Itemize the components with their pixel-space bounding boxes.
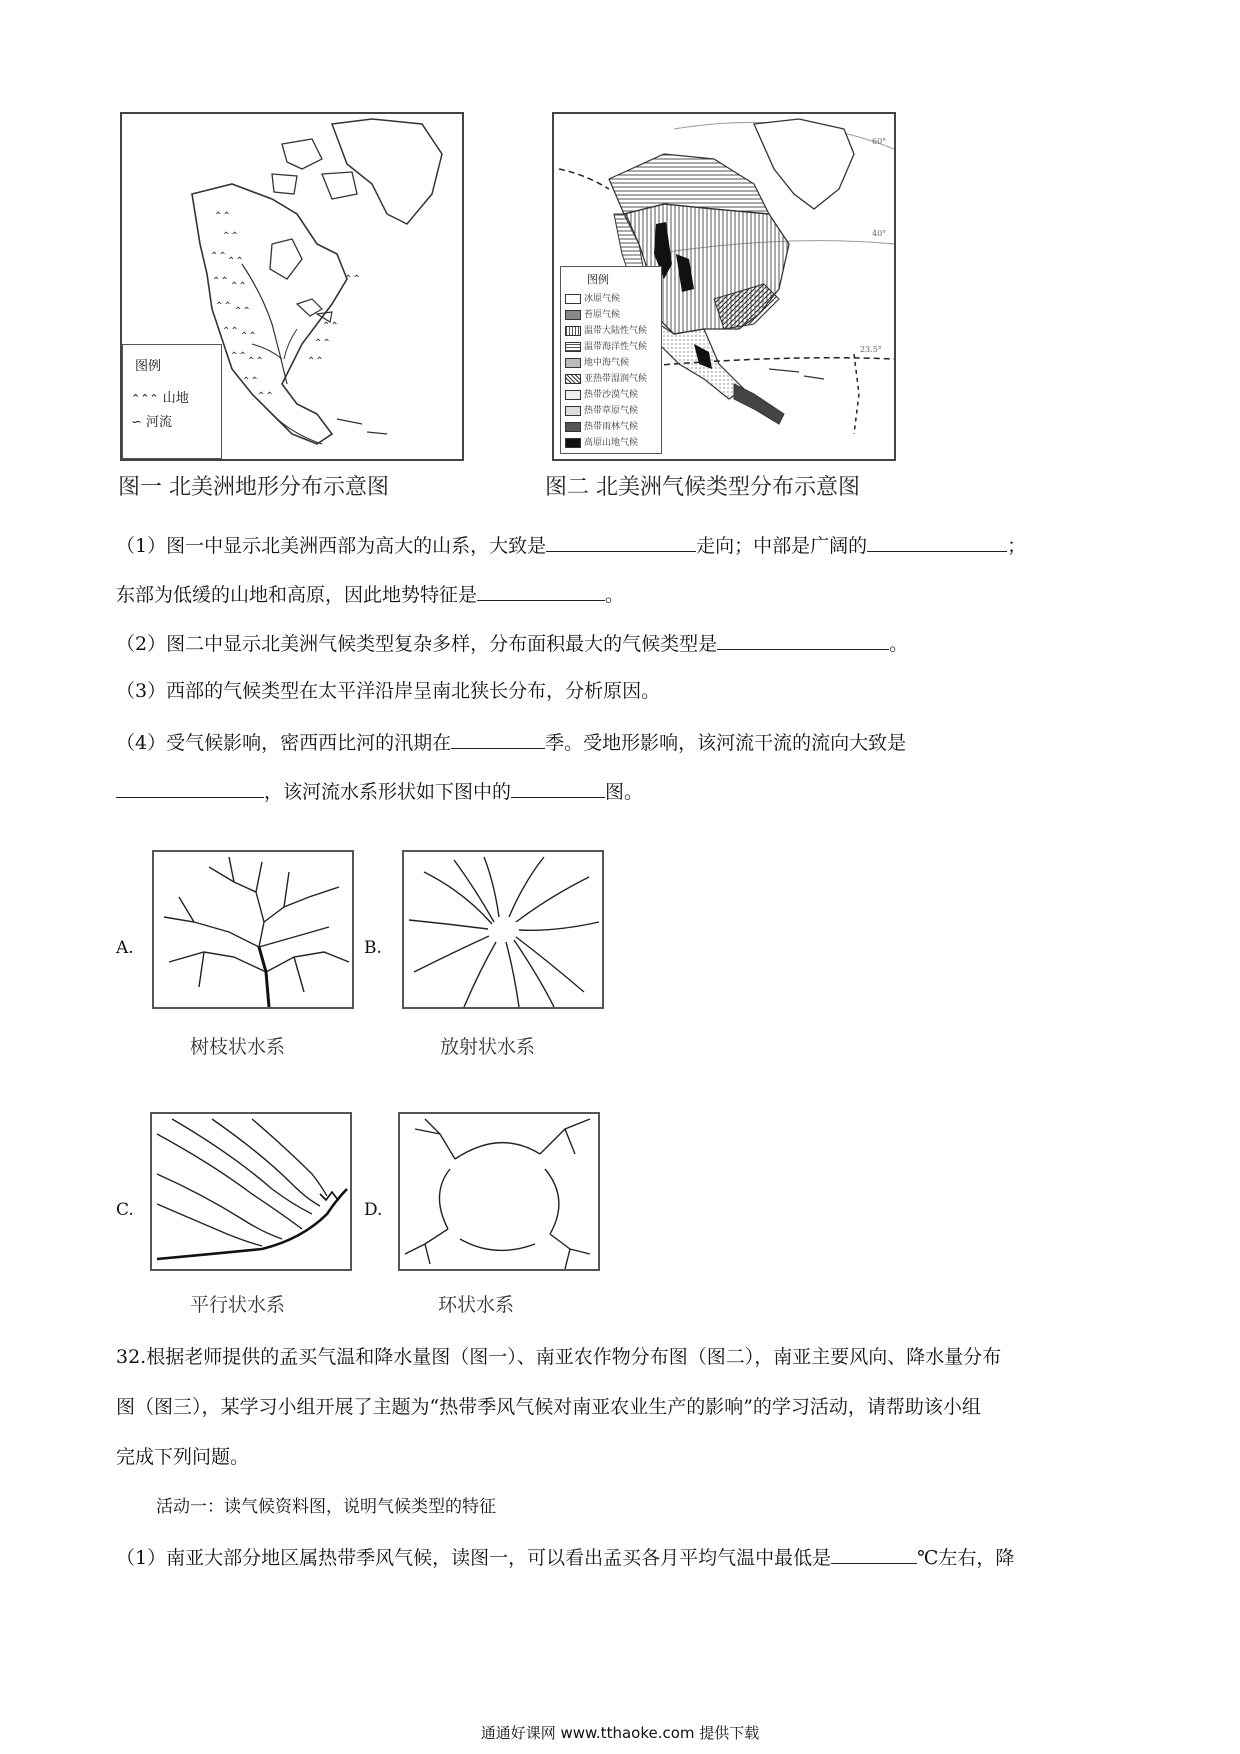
climate-legend	[560, 266, 662, 454]
legend-item-desert: 热带沙漠气候	[565, 387, 638, 400]
answer-blank[interactable]	[717, 629, 889, 650]
legend-item-ice: 冰原气候	[565, 291, 620, 304]
answer-blank[interactable]	[116, 777, 264, 798]
svg-text:⌃⌃: ⌃⌃	[210, 251, 227, 262]
option-a-caption: 树枝状水系	[190, 1036, 286, 1058]
question-1-line1: （1）图一中显示北美洲西部为高大的山系，大致是 走向；中部是广阔的 ；	[116, 531, 1026, 559]
q32-line1: 32.根据老师提供的孟买气温和降水量图（图一）、南亚农作物分布图（图二），南亚主要风向、降水量分布	[116, 1346, 1002, 1368]
legend-item-rainforest: 热带雨林气候	[565, 419, 638, 432]
svg-text:⌃⌃: ⌃⌃	[307, 356, 324, 367]
latitude-label-40: 40°	[872, 229, 887, 238]
question-1-line2: 东部为低缓的山地和高原，因此地势特征是 。	[116, 580, 624, 608]
q32-line2: 图（图三），某学习小组开展了主题为“热带季风气候对南亚农业生产的影响”的学习活动，请帮助该小组	[116, 1396, 981, 1418]
legend-item-subtropical: 亚热带湿润气候	[565, 371, 647, 384]
q32-line3: 完成下列问题。	[116, 1446, 250, 1468]
legend-item-marine: 温带海洋性气候	[565, 339, 647, 352]
svg-text:⌃⌃: ⌃⌃	[257, 391, 274, 402]
option-d-letter: D.	[364, 1200, 383, 1220]
question-4-line2: ，该河流水系形状如下图中的 图。	[116, 777, 643, 805]
answer-blank[interactable]	[546, 531, 696, 552]
option-c-caption: 平行状水系	[190, 1294, 286, 1316]
climate-legend-title: 图例	[587, 273, 609, 286]
answer-blank[interactable]	[511, 777, 605, 798]
option-c-letter: C.	[116, 1200, 134, 1220]
answer-blank[interactable]	[831, 1543, 917, 1564]
legend-item-tundra: 苔原气候	[565, 307, 620, 320]
legend-item-savanna: 热带草原气候	[565, 403, 638, 416]
latitude-label-60: 60°	[872, 137, 887, 146]
climate-map-figure	[552, 112, 896, 461]
legend-river-label: 河流	[146, 415, 173, 430]
question-4-line1: （4）受气候影响，密西西比河的汛期在 季。受地形影响，该河流干流的流向大致是	[116, 728, 906, 756]
page-footer: 通通好课网 www.tthaoke.com 提供下载	[480, 1724, 760, 1742]
svg-text:⌃⌃: ⌃⌃	[242, 376, 259, 387]
latitude-label-23: 23.5°	[860, 345, 882, 354]
svg-text:⌃⌃: ⌃⌃	[215, 301, 232, 312]
svg-text:⌃⌃: ⌃⌃	[240, 331, 257, 342]
option-b-letter: B.	[364, 938, 382, 958]
svg-text:⌃⌃: ⌃⌃	[230, 351, 247, 362]
svg-text:⌃⌃: ⌃⌃	[227, 256, 244, 267]
option-b-radial-image[interactable]	[402, 850, 604, 1009]
answer-blank[interactable]	[477, 580, 605, 601]
svg-text:⌃⌃: ⌃⌃	[230, 281, 247, 292]
river-symbol-icon: ∽	[131, 415, 142, 430]
svg-text:⌃⌃: ⌃⌃	[322, 321, 339, 332]
terrain-map-figure	[120, 112, 464, 461]
option-c-parallel-image[interactable]	[150, 1112, 352, 1271]
legend-item-highland: 高原山地气候	[565, 435, 638, 448]
legend-item-mediterranean: 地中海气候	[565, 355, 629, 368]
option-d-annular-image[interactable]	[398, 1112, 600, 1271]
svg-text:⌃⌃: ⌃⌃	[222, 326, 239, 337]
q32-sub1: （1）南亚大部分地区属热带季风气候，读图一，可以看出孟买各月平均气温中最低是 ℃左右，降	[116, 1543, 1014, 1571]
figure1-caption: 图一 北美洲地形分布示意图	[118, 475, 389, 500]
svg-text:⌃⌃: ⌃⌃	[344, 274, 361, 285]
answer-blank[interactable]	[451, 728, 545, 749]
svg-text:⌃⌃: ⌃⌃	[314, 338, 331, 349]
svg-text:⌃⌃: ⌃⌃	[247, 356, 264, 367]
answer-blank[interactable]	[867, 531, 1007, 552]
question-2: （2）图二中显示北美洲气候类型复杂多样，分布面积最大的气候类型是 。	[116, 629, 908, 657]
q32-activity-heading: 活动一：读气候资料图，说明气候类型的特征	[156, 1497, 496, 1517]
legend-title: 图例	[135, 359, 162, 374]
option-d-caption: 环状水系	[438, 1294, 515, 1316]
option-b-caption: 放射状水系	[440, 1036, 536, 1058]
mountain-symbol-icon: ⌃⌃⌃	[131, 392, 159, 405]
legend-mountain-label: 山地	[162, 391, 189, 406]
figure2-caption: 图二 北美洲气候类型分布示意图	[545, 475, 860, 500]
terrain-legend	[122, 344, 222, 459]
svg-text:⌃⌃: ⌃⌃	[234, 306, 251, 317]
question-3: （3）西部的气候类型在太平洋沿岸呈南北狭长分布，分析原因。	[116, 680, 661, 702]
option-a-letter: A.	[116, 938, 134, 958]
svg-text:⌃⌃: ⌃⌃	[212, 276, 229, 287]
svg-text:⌃⌃: ⌃⌃	[214, 211, 231, 222]
legend-item-continental: 温带大陆性气候	[565, 323, 647, 336]
svg-text:⌃⌃: ⌃⌃	[222, 231, 239, 242]
option-a-dendritic-image[interactable]	[152, 850, 354, 1009]
